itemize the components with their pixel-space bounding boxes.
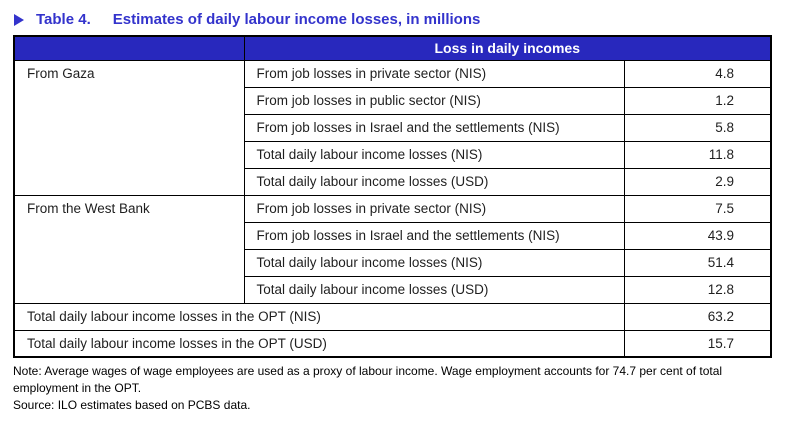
- note-text: Note: Average wages of wage employees are used as a proxy of labour income. Wage employment accounts for 74.7 per cent of total employment in the OPT.: [13, 364, 723, 396]
- source-text: Source: ILO estimates based on PCBS data.: [13, 398, 251, 413]
- table-number: Table 4.: [36, 11, 91, 28]
- desc-cell: From job losses in public sector (NIS): [244, 87, 624, 114]
- desc-cell: Total daily labour income losses (NIS): [244, 249, 624, 276]
- value-cell: 43.9: [624, 222, 771, 249]
- table-footnotes: [13, 363, 775, 414]
- desc-cell: From job losses in private sector (NIS): [244, 195, 624, 222]
- value-cell: 5.8: [624, 114, 771, 141]
- desc-cell: From job losses in Israel and the settlements (NIS): [244, 222, 624, 249]
- table-title: [0, 0, 787, 35]
- total-desc-cell: Total daily labour income losses in the OPT (NIS): [14, 303, 624, 330]
- value-cell: 2.9: [624, 168, 771, 195]
- total-desc-cell: Total daily labour income losses in the OPT (USD): [14, 330, 624, 357]
- value-cell: 63.2: [624, 303, 771, 330]
- table-row: [14, 195, 771, 222]
- value-cell: 12.8: [624, 276, 771, 303]
- table-row: [14, 303, 771, 330]
- desc-cell: Total daily labour income losses (USD): [244, 276, 624, 303]
- table-row: [14, 60, 771, 87]
- desc-cell: Total daily labour income losses (USD): [244, 168, 624, 195]
- value-cell: 7.5: [624, 195, 771, 222]
- table-caption: Estimates of daily labour income losses, in millions: [112, 11, 481, 28]
- desc-cell: From job losses in Israel and the settlements (NIS): [244, 114, 624, 141]
- income-losses-table: [13, 35, 772, 358]
- value-cell: 11.8: [624, 141, 771, 168]
- header-empty-cell: [14, 36, 244, 60]
- value-cell: 1.2: [624, 87, 771, 114]
- triangle-right-icon: [14, 14, 24, 26]
- header-label: Loss in daily incomes: [244, 36, 771, 60]
- table-row: [14, 330, 771, 357]
- table-header-row: [14, 36, 771, 60]
- desc-cell: From job losses in private sector (NIS): [244, 60, 624, 87]
- desc-cell: Total daily labour income losses (NIS): [244, 141, 624, 168]
- group-cell-gaza: From Gaza: [14, 60, 244, 195]
- value-cell: 4.8: [624, 60, 771, 87]
- value-cell: 51.4: [624, 249, 771, 276]
- group-cell-west-bank: From the West Bank: [14, 195, 244, 303]
- value-cell: 15.7: [624, 330, 771, 357]
